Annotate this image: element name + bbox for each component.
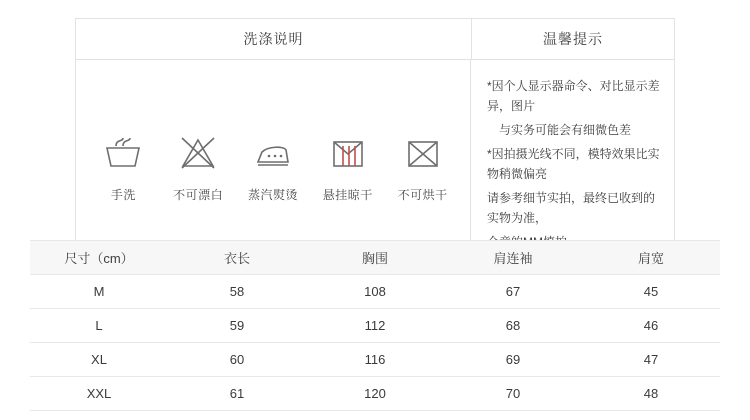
care-item-do-not-tumble-dry [388,130,458,203]
column-header-bust: 胸围 [306,241,444,275]
care-item-hand-wash [88,130,158,203]
cell-shoulder: 48 [582,377,720,411]
care-item-label: 手洗 [110,187,136,202]
table-row [30,377,720,411]
table-row [30,309,720,343]
column-header-shoulder: 肩宽 [582,241,720,275]
column-header-sleeve: 肩连袖 [444,241,582,275]
do-not-tumble-dry-icon [400,130,446,174]
cell-bust: 116 [306,343,444,377]
do-not-bleach-icon [175,130,221,174]
tips-text-block [471,60,674,270]
care-item-label: 不可漂白 [173,187,224,202]
care-item-label: 蒸汽熨烫 [247,187,298,202]
tips-line: 与实务可能会有细微色差 [499,123,632,137]
care-item-do-not-bleach [163,130,233,203]
cell-size: M [30,275,168,309]
table-row [30,275,720,309]
cell-bust: 120 [306,377,444,411]
size-chart-table [30,240,720,411]
column-header-length: 衣长 [168,241,306,275]
care-panel-header [76,19,674,60]
care-item-label: 悬挂晾干 [322,187,373,202]
hand-wash-icon [100,130,146,174]
care-item-label: 不可烘干 [397,187,448,202]
table-row [30,343,720,377]
cell-length: 59 [168,309,306,343]
cell-bust: 108 [306,275,444,309]
cell-sleeve: 69 [444,343,582,377]
care-item-steam-iron [238,130,308,203]
tips-line: 请参考细节实拍，最终已收到的实物为准， [487,191,656,225]
cell-sleeve: 70 [444,377,582,411]
cell-size: XL [30,343,168,377]
care-icon-list [76,60,471,270]
cell-shoulder: 45 [582,275,720,309]
line-dry-icon [325,130,371,174]
table-header-row [30,241,720,275]
tips-line: *因个人显示器命令、对比显示差异，图片 [487,79,660,113]
cell-sleeve: 67 [444,275,582,309]
cell-shoulder: 47 [582,343,720,377]
cell-size: L [30,309,168,343]
cell-length: 61 [168,377,306,411]
steam-iron-icon [250,130,296,174]
cell-shoulder: 46 [582,309,720,343]
cell-sleeve: 68 [444,309,582,343]
care-item-line-dry [313,130,383,203]
column-header-size: 尺寸（cm） [30,241,168,275]
tips-title: 温馨提示 [543,31,603,47]
cell-length: 58 [168,275,306,309]
cell-bust: 112 [306,309,444,343]
care-instructions-panel [75,18,675,271]
wash-instructions-title: 洗涤说明 [76,19,472,59]
cell-size: XXL [30,377,168,411]
cell-length: 60 [168,343,306,377]
care-panel-body [76,60,674,270]
tips-line: *因拍摄光线不同，模特效果比实物稍微偏亮 [487,147,660,181]
